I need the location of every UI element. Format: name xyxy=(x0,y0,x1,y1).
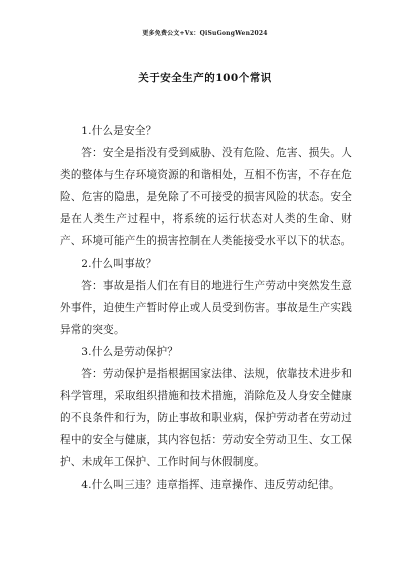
question-paragraph: 4.什么叫三违？违章指挥、违章操作、违反劳动纪律。 xyxy=(81,478,340,491)
document-body xyxy=(60,120,352,496)
document-title: 关于安全生产的100个常识 xyxy=(138,72,272,84)
question-paragraph: 1.什么是安全？ xyxy=(81,125,157,137)
answer-paragraph: 答：事故是指人们在有目的地进行生产劳动中突然发生意外事件，迫使生产暂时停止或人员受到伤害。事故是生产实践异常的突变。 xyxy=(60,279,352,336)
question-paragraph: 2.什么叫事故？ xyxy=(81,257,157,270)
question-paragraph: 3.什么是劳动保护？ xyxy=(81,345,179,358)
header-note: 更多免费公文+Vx：QiSuGongWen2024 xyxy=(142,30,268,37)
answer-paragraph: 答：安全是指没有受到威胁、没有危险、危害、损失。人类的整体与生存环境资源的和谐相处，互相不伤害，不存在危险、危害的隐患，是免除了不可接受的损害风险的状态。安全是在人类生产过程中，将系统的运行状态对人类的生命、财产、环境可能产生的损害控制在人类能接受水平以下的状态。 xyxy=(60,147,352,248)
answer-paragraph: 答：劳动保护是指根据国家法律、法规，依靠技术进步和科学管理，采取组织措施和技术措施，消除危及人身安全健康的不良条件和行为，防止事故和职业病，保护劳动者在劳动过程中的安全与健康，其内容包括：劳动安全劳动卫生、女工保护、未成年工保护、工作时间与休假制度。 xyxy=(60,368,352,469)
